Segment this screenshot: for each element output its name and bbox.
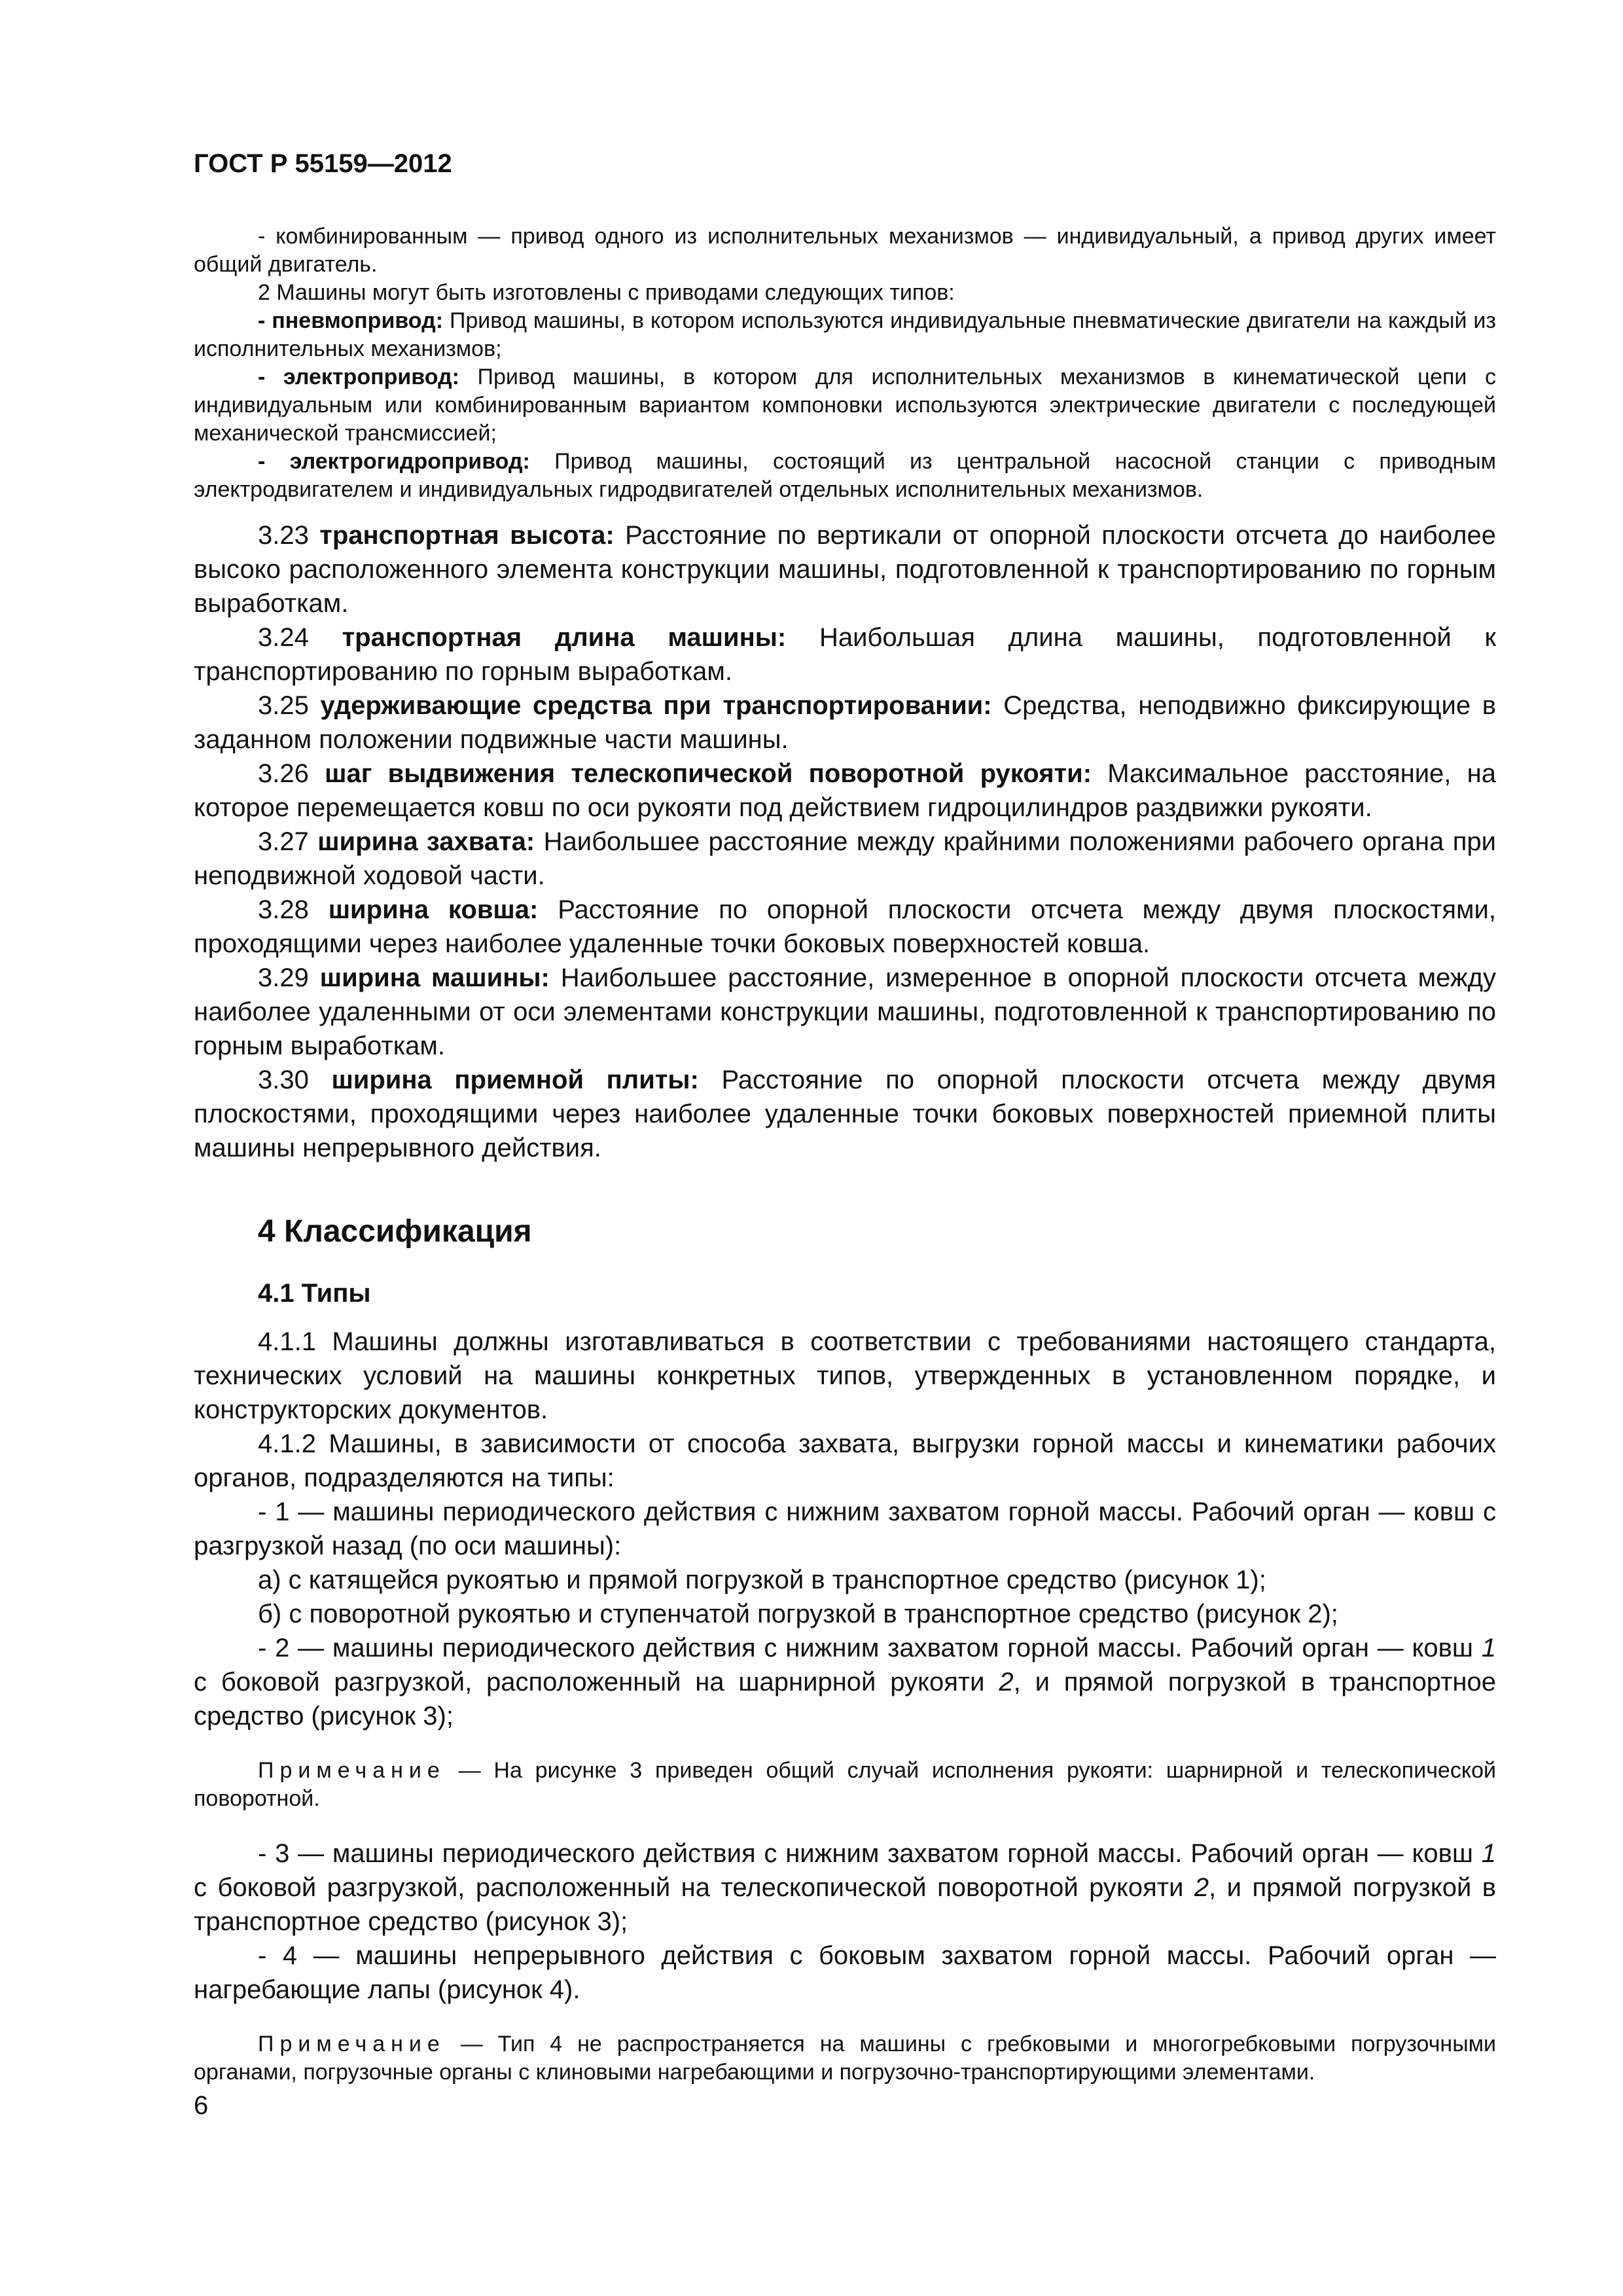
- definition-number: 3.29: [258, 963, 320, 992]
- type-3-text-b: с боковой разгрузкой, расположенный на телескопической поворотной рукояти: [194, 1873, 1194, 1902]
- note-2: [194, 2030, 1496, 2087]
- list-item-type-1a: а) с катящейся рукоятью и прямой погрузкой в транспортное средство (рисунок 1);: [258, 1566, 1266, 1594]
- list-item-type-2: [194, 1631, 1496, 1733]
- definition-text: Средства, неподвижно фиксирующие в заданном положении подвижные части машины.: [194, 691, 1496, 754]
- definition-term: удерживающие средства при транспортировании:: [320, 691, 992, 720]
- list-item-type-1b: б) с поворотной рукоятью и ступенчатой погрузкой в транспортное средство (рисунок 2);: [258, 1600, 1338, 1628]
- definition-3-23: [194, 518, 1496, 620]
- text-pneumodrive: Привод машины, в котором используются индивидуальные пневматические двигатели на каждый из исполнительных механизмов;: [194, 308, 1496, 361]
- definition-text: Расстояние по опорной плоскости отсчета между двумя плоскостями, проходящими через наиболее удаленные точки боковых поверхностей ковша.: [194, 895, 1497, 958]
- definition-number: 3.30: [258, 1066, 332, 1094]
- type-2-ref-2: 2: [999, 1668, 1014, 1696]
- paragraph-pneumodrive: [194, 307, 1496, 363]
- text-electrodrive: Привод машины, в котором для исполнительных механизмов в кинематической цепи с индивидуальным или комбинированным вариантом компоновки используются электрические двигатели с последующей механической трансмиссией;: [194, 365, 1496, 446]
- definition-term: ширина захвата:: [317, 827, 535, 856]
- definition-number: 3.28: [258, 895, 329, 924]
- definition-number: 3.25: [258, 691, 321, 720]
- type-3-text-a: - 3 — машины периодического действия с нижним захватом горной массы. Рабочий орган — ковш: [258, 1839, 1482, 1868]
- note-1-text: — На рисунке 3 приведен общий случай исполнения рукояти: шарнирной и телескопической поворотной.: [194, 1758, 1496, 1811]
- page-content: [194, 223, 1496, 2087]
- definition-term: шаг выдвижения телескопической поворотной рукояти:: [325, 759, 1092, 788]
- type-3-ref-2: 2: [1194, 1873, 1209, 1902]
- section-heading-classification: 4 Классификация: [258, 1214, 532, 1249]
- paragraph-4-1-1: 4.1.1 Машины должны изготавливаться в соответствии с требованиями настоящего стандарта, технических условий на машины конкретных типов, утвержденных в установленном порядке, и конструкторских документов.: [194, 1327, 1496, 1424]
- paragraph-electrodrive: [194, 363, 1496, 448]
- type-2-text-b: с боковой разгрузкой, расположенный на шарнирной рукояти: [194, 1668, 999, 1696]
- note-2-text: — Тип 4 не распространяется на машины с гребковыми и многогребковыми погрузочными органами, погрузочные органы с клиновыми нагребающими и погрузочно-транспортирующими элементами.: [194, 2032, 1496, 2085]
- paragraph-combined-drive: - комбинированным — привод одного из исполнительных механизмов — индивидуальный, а привод других имеет общий двигатель.: [194, 224, 1496, 277]
- definition-3-29: [194, 961, 1496, 1063]
- note-1-label: Примечание: [258, 1758, 446, 1783]
- paragraph-4-1-2: 4.1.2 Машины, в зависимости от способа захвата, выгрузки горной массы и кинематики рабочих органов, подразделяются на типы:: [194, 1429, 1496, 1492]
- definition-3-24: [194, 620, 1496, 689]
- list-item-type-4: - 4 — машины непрерывного действия с боковым захватом горной массы. Рабочий орган — нагребающие лапы (рисунок 4).: [194, 1941, 1496, 2004]
- definition-3-26: [194, 757, 1496, 825]
- term-electrohydrodrive: - электрогидропривод:: [258, 449, 530, 474]
- type-3-ref-1: 1: [1481, 1839, 1496, 1868]
- page-number: 6: [194, 2091, 209, 2120]
- definitions-list: [194, 518, 1496, 1165]
- definition-term: ширина приемной плиты:: [331, 1066, 699, 1094]
- term-electrodrive: - электропривод:: [258, 365, 459, 389]
- definition-3-25: [194, 689, 1496, 757]
- definition-number: 3.27: [258, 827, 318, 856]
- note-1: [194, 1757, 1496, 1813]
- definition-term: ширина ковша:: [328, 895, 539, 924]
- definition-number: 3.23: [258, 521, 320, 550]
- definition-text: Расстояние по вертикали от опорной плоскости отсчета до наиболее высоко расположенного элемента конструкции машины, подготовленной к транспортированию по горным выработкам.: [194, 521, 1496, 618]
- term-pneumodrive: - пневмопривод:: [258, 308, 444, 333]
- definition-number: 3.26: [258, 759, 325, 788]
- note-2-label: Примечание: [258, 2032, 446, 2056]
- definition-text: Наибольшая длина машины, подготовленной к транспортированию по горным выработкам.: [194, 623, 1496, 686]
- definition-3-30: [194, 1063, 1496, 1165]
- definition-term: транспортная высота:: [319, 521, 615, 550]
- definition-text: Наибольшее расстояние, измеренное в опорной плоскости отсчета между наиболее удаленными от оси элементами конструкции машины, подготовленной к транспортированию по горным выработкам.: [194, 963, 1496, 1060]
- definition-3-28: [194, 893, 1496, 961]
- text-electrohydrodrive: Привод машины, состоящий из центральной насосной станции с приводным электродвигателем и индивидуальных гидродвигателей отдельных исполнительных механизмов.: [194, 449, 1497, 502]
- section-4-body: [194, 1325, 1496, 2087]
- document-code-header: ГОСТ Р 55159—2012: [194, 149, 452, 178]
- definition-term: ширина машины:: [319, 963, 550, 992]
- type-3-text-c: , и прямой погрузкой в транспортное средство (рисунок 3);: [194, 1873, 1496, 1936]
- subsection-heading-types: 4.1 Типы: [258, 1279, 371, 1308]
- definition-text: Наибольшее расстояние между крайними положениями рабочего органа при неподвижной ходовой части.: [194, 827, 1496, 890]
- definition-text: Максимальное расстояние, на которое перемещается ковш по оси рукояти под действием гидроцилиндров раздвижки рукояти.: [194, 759, 1496, 822]
- definition-text: Расстояние по опорной плоскости отсчета между двумя плоскостями, проходящими через наиболее удаленные точки боковых поверхностей приемной плиты машины непрерывного действия.: [194, 1066, 1497, 1162]
- list-item-type-3: [194, 1837, 1496, 1939]
- paragraph-drive-types-intro: 2 Машины могут быть изготовлены с приводами следующих типов:: [258, 280, 955, 305]
- paragraph-electrohydrodrive: [194, 448, 1496, 504]
- definition-number: 3.24: [258, 623, 342, 652]
- definition-3-27: [194, 825, 1496, 893]
- type-2-text-c: , и прямой погрузкой в транспортное средство (рисунок 3);: [194, 1668, 1496, 1731]
- type-2-ref-1: 1: [1481, 1634, 1496, 1662]
- definition-term: транспортная длина машины:: [342, 623, 787, 652]
- list-item-type-1: - 1 — машины периодического действия с нижним захватом горной массы. Рабочий орган — ковш с разгрузкой назад (по оси машины):: [194, 1498, 1496, 1560]
- type-2-text-a: - 2 — машины периодического действия с нижним захватом горной массы. Рабочий орган — ковш: [258, 1634, 1482, 1662]
